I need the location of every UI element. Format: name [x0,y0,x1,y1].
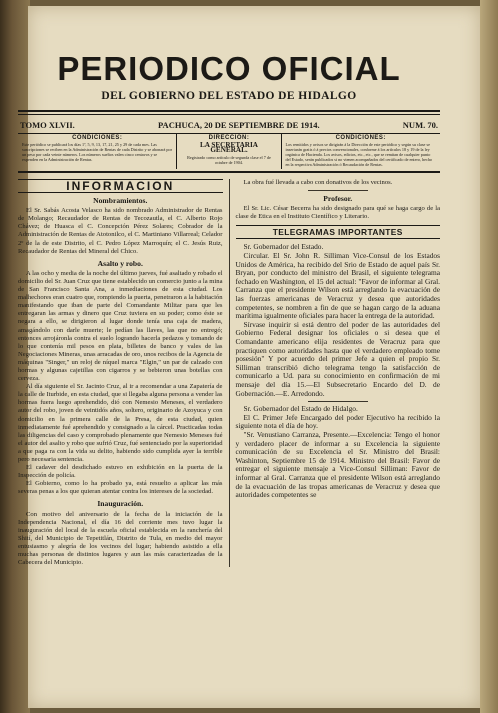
article-heading: Asalto y robo. [97,258,143,268]
direction-heading: DIRECCION: [208,135,250,141]
article-paragraph: Con motivo del aniversario de la fecha de la iniciación de la Independencia Nacional, el día 16 del corriente mes tuvo lugar la inauguración del local de la escuela oficial establecida en la ranchería del Shití, del Municipio de Tepetitlán, Distrito de Tula, en medio del mayor entusiasmo y alegría de los vecinos del lugar; habiendo asistido a ella muchas personas de distintos lugares y aun las más caracterizadas de la Cabecera del Municipio. [18,510,223,567]
separator [308,401,368,402]
conditions-heading: CONDICIONES: [72,135,123,141]
conditions-notice [18,134,177,169]
notice-box [18,134,440,173]
separator [308,190,368,191]
masthead-title: PERIODICO OFICIAL [57,50,401,87]
article-paragraph: "Sr. Venustiano Carranza, Presente.—Excelencia: Tengo el honor y verdadero placer de informar a su Excelencia la siguiente comunicación de su Excelencia el Sr. Ministro del Brasil: Washinton, Septiembre 15 de 1914. Ministro del Brasil: Favor de entregar el siguiente mensaje a Vice-Consul Silliman: Favor de informar al Gral. Carranza que el presidente Wilson está arreglando de la evacuación de las tropas americanas de Veracruz y desea que autoridades competentes se [235,429,440,500]
article-paragraph: A las ocho y media de la noche del último jueves, fué asaltado y robado el domicilio del Sr. Juan Cruz que tiene establecido un comercio junto a la mina de San Francisco Santa Ana, a inmediaciones de esta ciudad. Los malhechores eran cuatro que, rompiendo la puerta, penetraron a la habitación manifestando que iban de parte del Comandante Militar para que les entregaran las armas y dinero que Cruz tuviera en su poder; como éste se negara a ello, se dirigieron al lugar donde tenía una caja de madera, amagándolo con darle muerte; le pedían las llaves, las que no entregó; entonces arrojáronla contra el suelo logrando hacerla pedazos y tomando de lo que contenía mil pesos en plata, billetes de banco y vales de las Negociaciones Mineras, unas arracadas de oro, unos recibos de la Agencia de máquinas "Singer," un reloj de níquel marca "Elgin," un par de calzado con hormas y algunas cajetillas con cigarros y se bebieron unas botellas con cerveza. [18,269,223,383]
section-heading-telegramas: TELEGRAMAS IMPORTANTES [236,225,441,239]
article-paragraph: El C. Primer Jefe Encargado del poder Ejecutivo ha recibido la siguiente nota el día de hoy. [235,412,440,431]
article-heading: Profesor. [323,194,353,204]
article-paragraph: Al día siguiente el Sr. Jacinto Cruz, al ir a recomendar a una Zapatería de la calle de Iturbide, en esta ciudad, que si llegaba alguna persona a vender las hormas fuera luego aprehendido, dió con Nemesio Meneses, el verdadero autor del robo, joven de veintidós años, soltero, originario de Azoyuca y con domicilio en la primera calle de la Presa, de esta ciudad, quien inmediatamente fué aprehendido y consignado a la cárcel. Practicadas todas las diligencias del caso y comprobado plenamente que Nemesio Meneses fué el autor del asalto y robo que sufrió Cruz, fué sentenciado por la superioridad a que paga ra con la vida su delito, habiendo sido cumplida ayer la terrible pero necesaria sentencia. [18,383,223,463]
dateline [20,120,438,130]
article-paragraph: El cadaver del desdichado estuvo en exhibición en la puerta de la Inspección de policía. [18,464,223,480]
right-column [230,179,441,567]
article-paragraph: El Sr. Sabás Acosta Velasco ha sido nombrado Administrador de Rentas de Molango; Recaudador de Rentas de Tecozautla, el C. Alberto Rojo Chávez; de Huasca el C. Concepción Pérez Solares; Cobrador de la Administración de Rentas de Atotonilco, el C. Martiniano Villarreal; Celador 2º de la de este Distrito, el C. Pedro López Marroquín; el C. Jesús Ruiz, Recaudador de Rentas del Mineral del Chico. [18,207,223,255]
registration-text: Registrado como artículo de segunda clase el 7 de octubre de 1904. [187,155,271,165]
article-heading: Inauguración. [97,499,144,509]
conditions-text: Este periódico se publicará los días 1º, 5, 9, 13, 17, 21, 25 y 29 de cada mes. Las suscripciones se reciben en la Administración de Rentas de cada Distrito y se abonará por un peso por cada veinte números. Los números sueltos valen cinco centavos y se expenden en la Administración de Rentas. [22,142,173,162]
direction-name: LA SECRETARIA GENERAL. [200,141,258,154]
place-date: PACHUCA, 20 DE SEPTIEMBRE DE 1914. [158,120,320,130]
volume-label: TOMO XLVII. [20,120,75,130]
masthead-subtitle: DEL GOBIERNO DEL ESTADO DE HIDALGO [101,90,357,102]
article-paragraph: La obra fué llevada a cabo con donativos de los vecinos. [243,179,393,186]
left-column [18,179,230,567]
article-paragraph: Sr. Gobernador del Estado de Hidalgo. [243,404,358,414]
issue-number: NUM. 70. [402,120,438,130]
conditions-text-2: Los remitidos y avisos se dirigirán á la Dirección de este periódico y según su clase se insertarán gratis ó á precios convencionales, conforme á los artículos 18 y 19 de la ley orgánica de Hacienda. Los avisos, edictos, etc., etc., que se remitan de cualquier punto del Estado, serán publicados si no vienen acompañados del certificado de entero, hecho en la respectiva Administración ó Recaudación de Rentas. [285,142,433,167]
newspaper-content [18,52,440,567]
section-heading-informacion: INFORMACION [18,179,223,193]
article-paragraph: Sr. Gobernador del Estado. [243,242,324,252]
conditions-notice-2 [282,134,440,169]
article-paragraph: El Sr. Lic. César Becerra ha sido designado para qué se haga cargo de la clase de Etica en el Instituto Científico y Literario. [235,205,440,221]
direction-notice [177,134,281,169]
page-edge [480,0,498,713]
masthead-rule [18,110,440,115]
conditions-heading-2: CONDICIONES: [335,135,386,141]
article-paragraph: Circular. El Sr. John R. Silliman Vice-Consul de los Estados Unidos de América, ha recibido del Srio de Estado de aquel país Sr. Bryan, por conducto del ministro del Brasil, el siguiente telegrama fechado en Washington, el 15 del actual: "Favor de informar al Gral. Carranza que el presidente Wilson está arreglando la evacuación de las fuerzas americanas de Veracruz y desea que autoridades competentes, se nombren a fin de que se hagan cargo de la aduana marítima igualmente oficiales para hacer la entrega de la autoridad. [235,251,440,321]
article-paragraph: Sírvase inquirir si está dentro del poder de las autoridades del Gobierno Federal designar los oficiales o si desea que el Comandante americano elija residentes de Veracruz para que practiquen como autoridades hasta que el verdadero empleado tome posesión" Y por acuerdo del primer Jefe a quien el propio Sr. Silliman transcribió dicho telegrama tengo la satisfacción de comunicarlo a Ud. para su conocimiento en confirmación de mi mensaje del día 15.—El Subsecretario Encardo del D. de Gobernación.—E. Arredondo. [235,319,440,398]
article-heading: Nombramientos. [93,196,148,206]
article-columns [18,179,440,567]
article-paragraph: El Gobierno, como lo ha probado ya, está resuelto a aplicar las más severas penas a los que quieran atentar contra los intereses de la sociedad. [18,480,223,496]
